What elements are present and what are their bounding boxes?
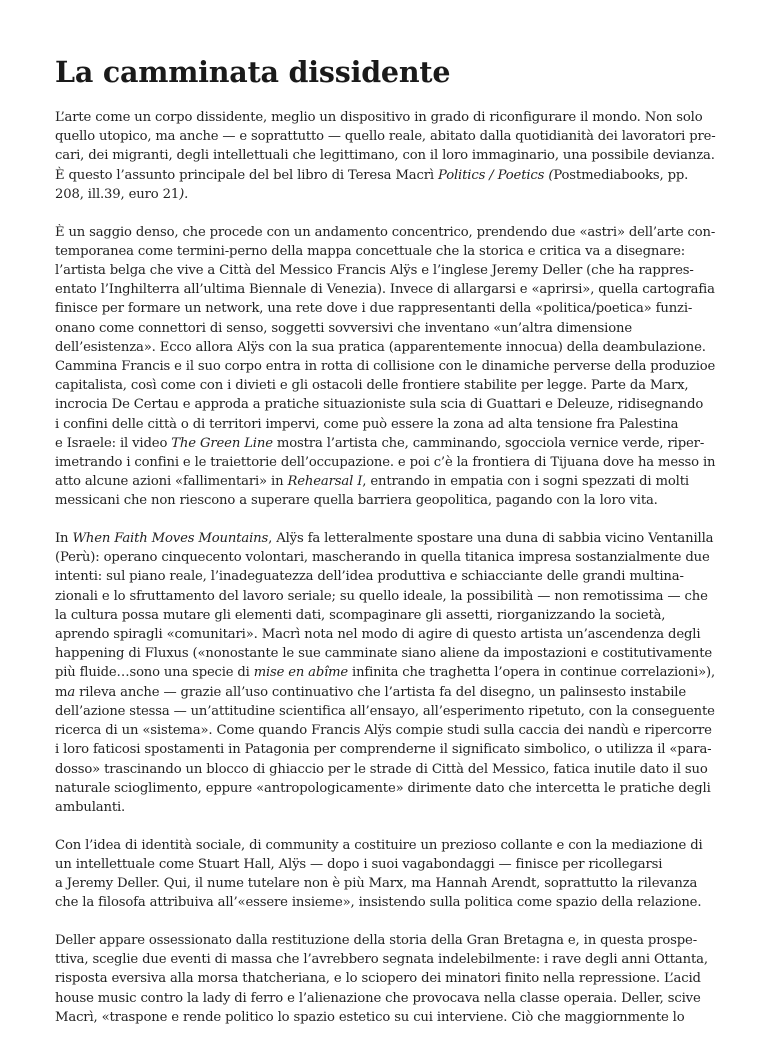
text-run: (Perù): operano cinquecento volontari, mascherando in quella titanica impresa sostanzialmente due [55,550,710,566]
text-run: rileva anche — grazie all’uso continuativo che l’artista fa del disegno, un palinsesto instabile [75,684,686,700]
italic-text: Politics / Poetics ( [438,167,554,183]
article-paragraph [55,836,715,913]
article-paragraph [55,529,715,817]
text-run: risposta eversiva alla morsa thatcheriana, e lo sciopero dei minatori finito nella repressione. L’acid [55,971,701,987]
text-run: dell’azione stessa — un’attitudine scientifica all’ensayo, all’esperimento ripetuto, con la conseguente [55,703,715,719]
text-run: zionali e lo sfruttamento del lavoro seriale; su quello ideale, la possibilità — non remotissima — che [55,588,708,604]
paragraph-line [55,721,715,740]
article-paragraph [55,931,715,1027]
italic-text: The Green Line [171,435,273,451]
text-run: mostra l’artista che, camminando, sgocciola vernice verde, riper- [272,435,705,451]
text-run: Con l’idea di identità sociale, di community a costituire un prezioso collante e con la mediazione di [55,837,703,853]
text-run: la cultura possa mutare gli elementi dati, scompaginare gli assetti, riorganizzando la società, [55,607,666,623]
paragraph-line [55,836,715,855]
article-body [55,108,715,1027]
text-run: È questo l’assunto principale del bel libro di Teresa Macrì [55,167,439,183]
paragraph-line [55,683,715,702]
text-run: i confini delle città o di territori impervi, come può essere la zona ad alta tensione fra Palestina [55,416,679,432]
text-run: un intellettuale come Stuart Hall, Alÿs — dopo i suoi vagabondaggi — finisce per ricollegarsi [55,856,663,872]
text-run: più fluide…sono una specie di [55,665,254,681]
text-run: naturale scioglimento, eppure «antropologicamente» dirimente dato che intercetta le pratiche degli [55,780,711,796]
text-run: ambulanti. [55,799,126,815]
text-run: È un saggio denso, che procede con un andamento concentrico, prendendo due «astri» dell’arte con- [55,224,716,240]
paragraph-line [55,242,715,261]
article-paragraph [55,223,715,511]
paragraph-line [55,663,715,682]
text-run: dosso» trascinando un blocco di ghiaccio per le strade di Città del Messico, fatica inutile dato il suo [55,761,708,777]
text-run: Deller appare ossessionato dalla restituzione della storia della Gran Bretagna e, in questa prospe- [55,932,698,948]
article [55,54,715,1045]
text-run: dell’esistenza». Ecco allora Alÿs con la sua pratica (apparentemente innocua) della deambulazione. [55,339,706,355]
paragraph-line [55,185,715,204]
paragraph-line [55,108,715,127]
paragraph-line [55,338,715,357]
text-run: m [55,684,68,700]
italic-text: a [67,684,76,700]
paragraph-line [55,855,715,874]
article-paragraph [55,108,715,204]
text-run: capitalista, così come con i divieti e gli ostacoli delle frontiere stabilite per legge. Parte da Marx, [55,378,689,394]
paragraph-line [55,395,715,414]
paragraph-line [55,969,715,988]
text-run: , entrando in empatia con i sogni spezzati di molti [362,474,689,490]
text-run: a Jeremy Deller. Qui, il nume tutelare non è più Marx, ma Hannah Arendt, soprattutto la rilevanza [55,876,698,892]
text-run: l’artista belga che vive a Città del Messico Francis Alÿs e l’inglese Jeremy Deller (che ha rappres- [55,262,694,278]
paragraph-line [55,453,716,472]
text-run: happening di Fluxus («nonostante le sue camminate siano aliene da impostazioni e costitutivamente [55,646,713,662]
paragraph-line [55,376,715,395]
text-run: che la filosofa attribuiva all’«essere insieme», insistendo sulla politica come spazio della relazione. [55,895,702,911]
paragraph-line [55,127,716,146]
text-run: messicani che non riescono a superare quella barriera geopolitica, pagando con la loro vita. [55,493,658,509]
paragraph-line [55,146,715,165]
paragraph-line [55,299,715,318]
paragraph-line [55,529,715,548]
paragraph-line [55,798,715,817]
text-run: intenti: sul piano reale, l’inadeguatezza dell’idea produttiva e schiacciante delle grandi multina- [55,569,684,585]
italic-text: When Faith Moves Mountains [72,531,269,547]
paragraph-line [55,760,715,779]
paragraph-line [55,893,715,912]
text-run: house music contro la lady di ferro e l’alienazione che provocava nella classe operaia. Deller, scive [55,990,701,1006]
text-run: ttiva, sceglie due eventi di massa che l’avrebbero segnata indelebilmente: i rave degli anni Ottanta, [55,952,708,968]
text-run: In [55,531,73,547]
paragraph-line [55,472,715,491]
text-run: 208, ill.39, euro 21 [55,186,180,202]
italic-text: mise en abîme [253,665,349,681]
paragraph-line [55,357,716,376]
paragraph-line [55,587,715,606]
paragraph-line [55,625,715,644]
paragraph-line [55,740,715,759]
paragraph-line [55,606,715,625]
article-title: La camminata dissidente [55,55,451,89]
text-run: L’arte come un corpo dissidente, meglio un dispositivo in grado di riconfigurare il mondo. Non solo [55,110,703,125]
paragraph-line [55,874,715,893]
text-run: finisce per formare un network, una rete dove i due rappresentanti della «politica/poetica» funzi- [55,301,693,317]
text-run: quello utopico, ma anche — e soprattutto — quello reale, abitato dalla quotidianità dei lavoratori pre- [55,129,716,145]
paragraph-line [55,434,715,453]
paragraph-line [55,644,715,663]
paragraph-line [55,223,716,242]
text-run: imetrando i confini e le traiettorie dell’occupazione. e poi c’è la frontiera di Tijuana dove ha messo in [55,454,716,470]
text-run: cari, dei migranti, degli intellettuali che legittimano, con il loro immaginario, una possibile devianza. [55,148,715,164]
paragraph-line [55,989,715,1008]
text-run: temporanea come termini-perno della mappa concettuale che la storica e critica va a disegnare: [55,243,686,259]
paragraph-line [55,931,715,950]
text-run: ricerca di un «sistema». Come quando Francis Alÿs compie studi sulla caccia dei nandù e ripercorre [55,723,712,739]
italic-text: ). [179,186,189,202]
text-run: aprendo spiragli «comunitari». Macrì nota nel modo di agire di questo artista un’ascendenza degli [55,627,701,643]
text-run: Macrì, «traspone e rende politico lo spazio estetico su cui interviene. Ciò che maggiornmente lo [55,1009,685,1025]
paragraph-line [55,166,715,185]
text-run: i loro faticosi spostamenti in Patagonia per comprenderne il significato simbolico, o utilizza il «para- [55,742,712,758]
paragraph-line [55,261,715,280]
paragraph-line [55,415,715,434]
text-run: Cammina Francis e il suo corpo entra in rotta di collisione con le dinamiche perverse della produzioe [55,358,716,374]
text-run: Postmediabooks, pp. [553,167,689,183]
text-run: onano come connettori di senso, soggetti sovversivi che inventano «un’altra dimensione [55,320,632,336]
italic-text: Rehearsal I [287,474,363,490]
text-run: infinita che traghetta l’opera in continue correlazioni»), [348,665,715,681]
paragraph-line [55,950,715,969]
text-run: e Israele: il video [55,435,172,451]
paragraph-line [55,280,713,299]
paragraph-line [55,779,715,798]
paragraph-line [55,548,715,567]
text-run: atto alcune azioni «fallimentari» in [55,474,288,490]
text-run: entato l’Inghilterra all’ultima Biennale di Venezia). Invece di allargarsi e «aprirsi», quella cartografia [55,282,715,298]
text-run: incrocia De Certau e approda a pratiche situazioniste sula scia di Guattari e Deleuze, ridisegnando [55,397,704,413]
paragraph-line [55,1008,715,1027]
paragraph-line [55,567,715,586]
paragraph-line [55,491,715,510]
text-run: , Alÿs fa letteralmente spostare una duna di sabbia vicino Ventanilla [268,531,714,547]
paragraph-line [55,319,715,338]
paragraph-line [55,702,713,721]
